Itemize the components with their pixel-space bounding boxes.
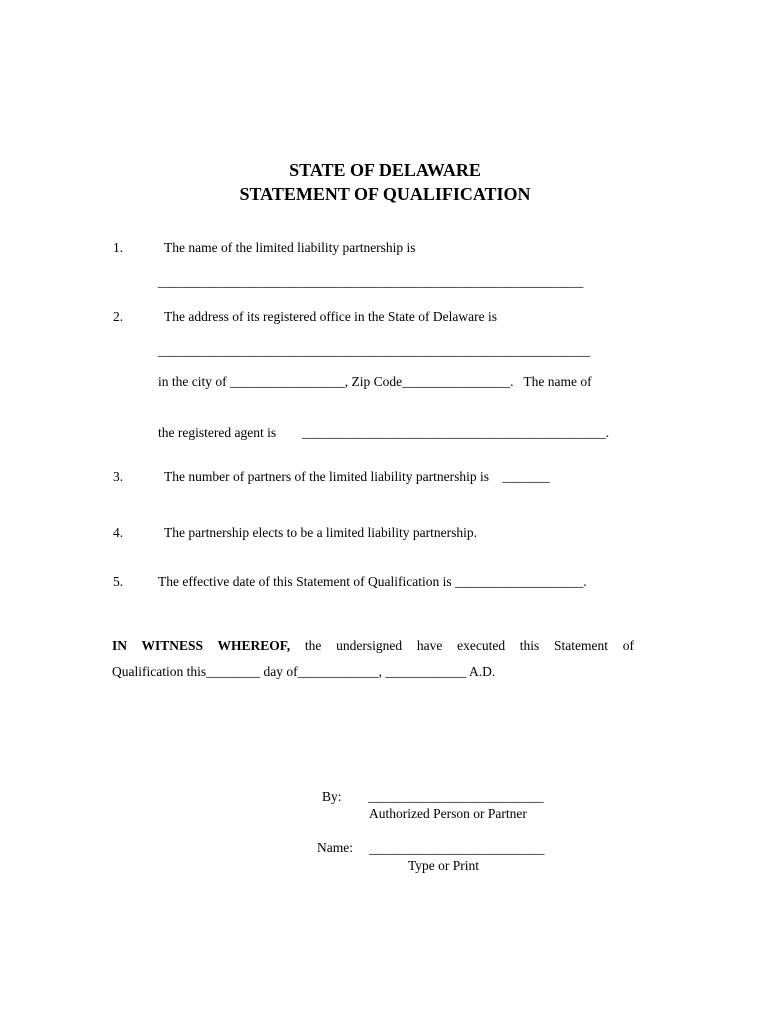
authorized-person-caption: Authorized Person or Partner	[369, 806, 527, 821]
partnership-name-blank[interactable]: _______________________________________________________________	[158, 274, 584, 289]
item-text-1: The name of the limited liability partnership is	[164, 240, 416, 255]
signature-blank[interactable]: __________________________	[368, 789, 544, 804]
document-title-line1: STATE OF DELAWARE	[289, 160, 481, 180]
item-number-1: 1.	[113, 240, 124, 255]
name-label: Name:	[317, 840, 353, 855]
item-number-2: 2.	[113, 309, 124, 324]
witness-bold-lead: IN WITNESS WHEREOF,	[112, 638, 291, 653]
witness-line1-rest: the undersigned have executed this Statement of	[304, 638, 635, 653]
item-number-5: 5.	[113, 574, 124, 589]
by-label: By:	[322, 789, 342, 804]
item-number-4: 4.	[113, 525, 124, 540]
registered-office-address-blank[interactable]: ________________________________________________________________	[158, 343, 590, 358]
witness-paragraph-line2[interactable]: Qualification this________ day of____________, ____________ A.D.	[112, 664, 496, 679]
registered-agent-blank[interactable]: _____________________________________________.	[302, 425, 610, 440]
city-zip-line[interactable]: in the city of _________________, Zip Code________________. The name of	[158, 374, 592, 389]
item-number-3: 3.	[113, 469, 124, 484]
witness-paragraph-line1	[112, 639, 634, 653]
type-or-print-caption: Type or Print	[408, 858, 480, 873]
printed-name-blank[interactable]: __________________________	[369, 841, 545, 856]
item-text-5[interactable]: The effective date of this Statement of Qualification is ___________________.	[158, 574, 587, 589]
item-text-4: The partnership elects to be a limited liability partnership.	[164, 525, 478, 540]
registered-agent-label: the registered agent is	[158, 425, 277, 440]
item-text-2: The address of its registered office in the State of Delaware is	[164, 309, 498, 324]
item-text-3[interactable]: The number of partners of the limited liability partnership is _______	[164, 469, 550, 484]
document-title-line2: STATEMENT OF QUALIFICATION	[239, 184, 531, 204]
